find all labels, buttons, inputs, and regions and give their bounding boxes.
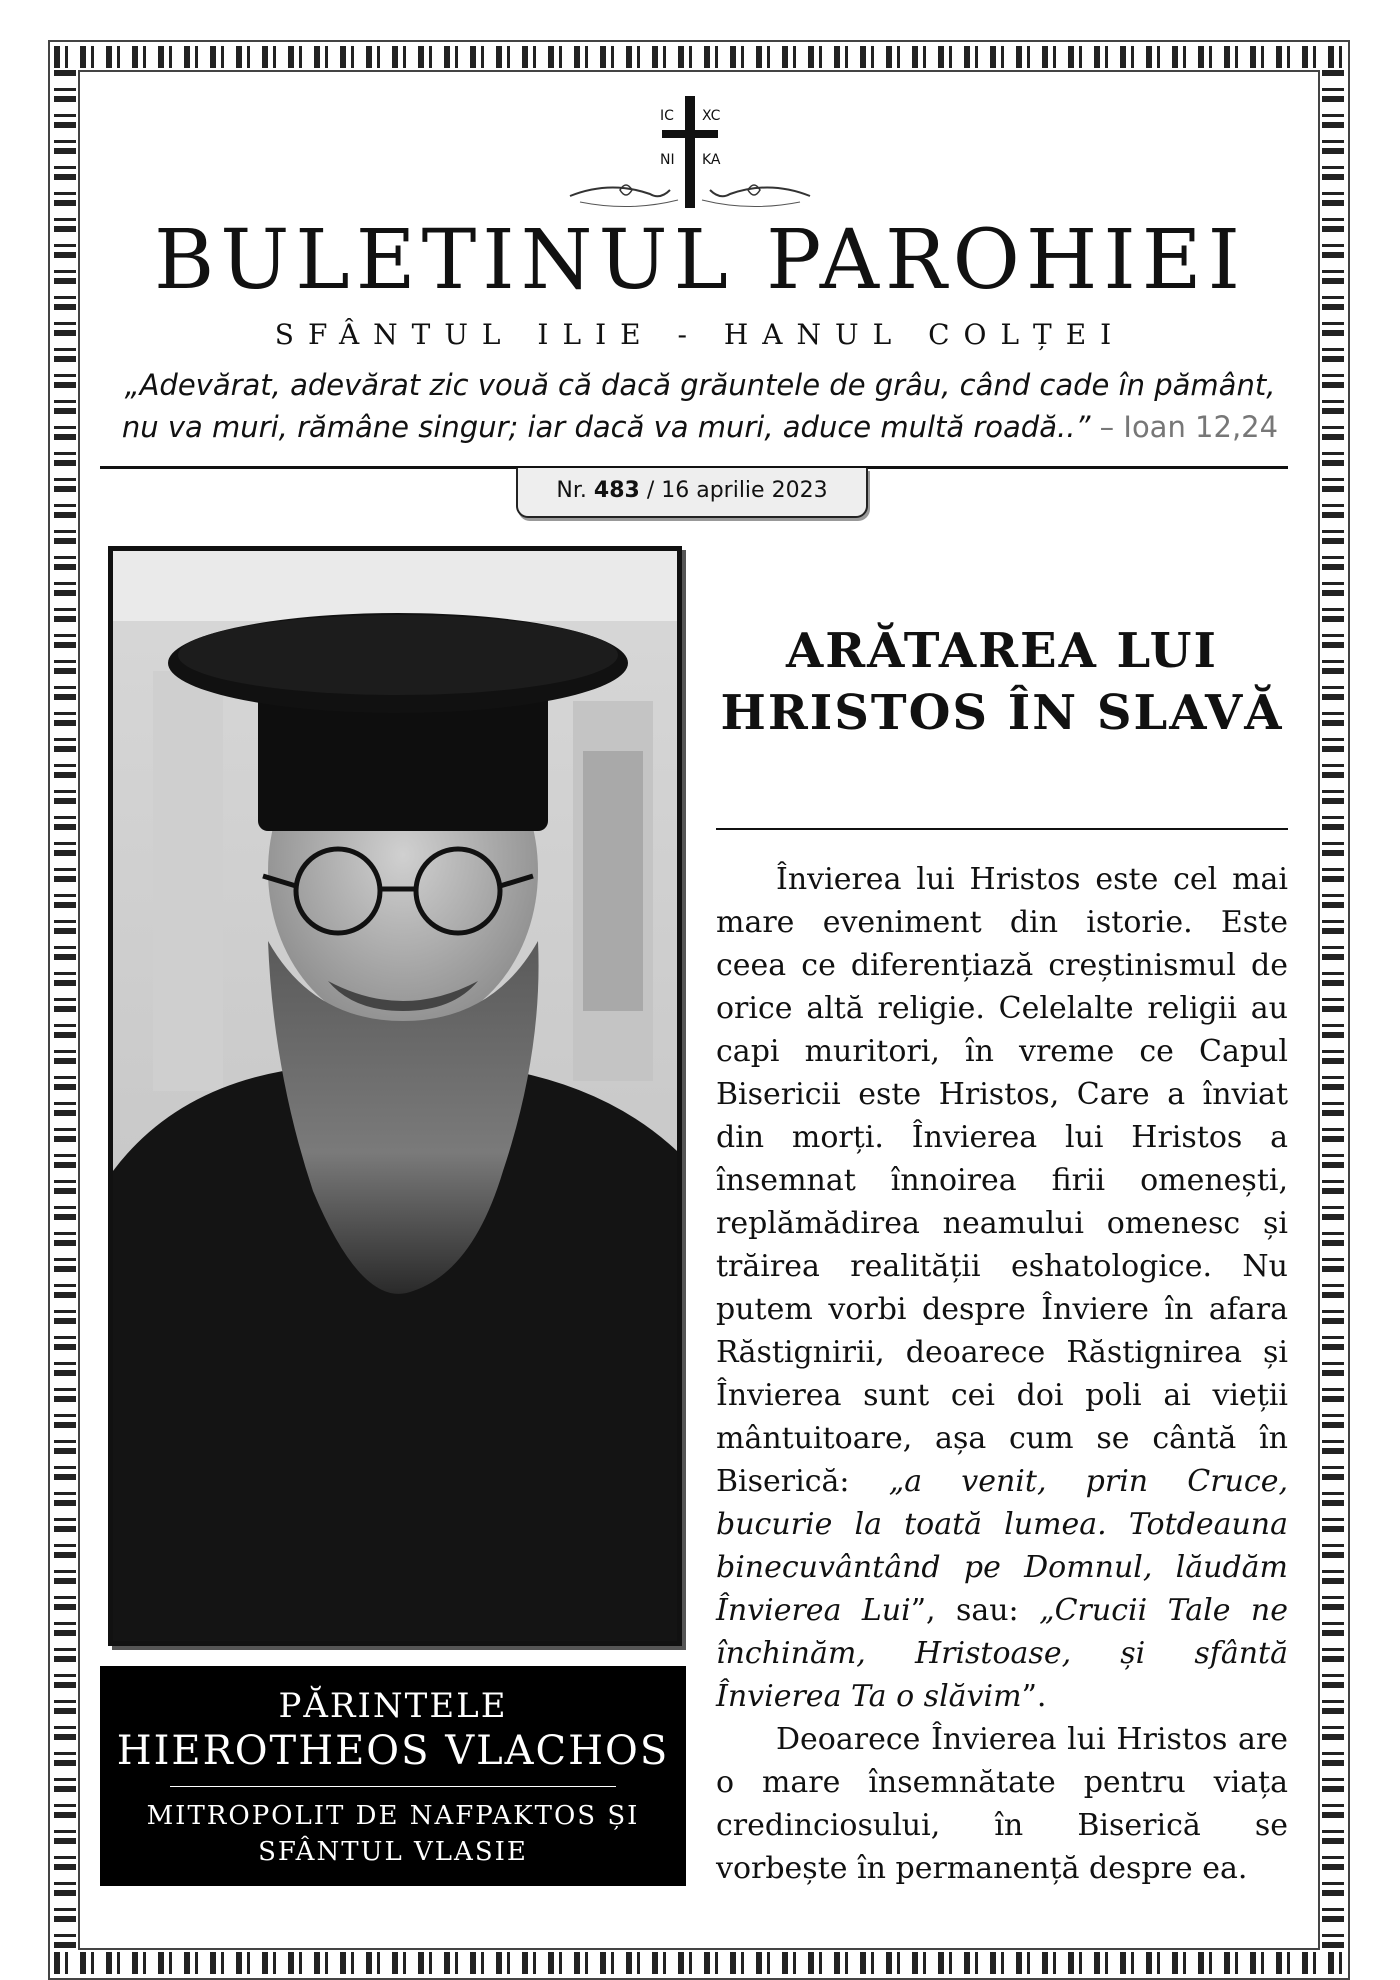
article-paragraph: Deoarece Învierea lui Hristos are o mare însemnătate pentru viața credinciosului, în Biserică se vorbește în permanență despre ea. [716,1722,1288,1886]
portrait-photo [108,546,682,1646]
issue-date: / 16 aprilie 2023 [646,478,828,503]
paragraph-quote: „Crucii Tale ne închinăm, Hristoase, și sfântă Învierea Ta o slăvim [716,1593,1288,1714]
caption-name: HIEROTHEOS VLACHOS [116,1728,670,1774]
article-divider [716,828,1288,830]
paragraph-text: ”. [1021,1679,1047,1714]
issue-tab [516,468,868,518]
portrait-illustration [113,551,677,1641]
caption-title [100,1798,686,1870]
article-title-line2: HRISTOS ÎN SLAVĂ [720,685,1284,741]
article-title-line1: ARĂTAREA LUI [786,623,1218,679]
article-body [716,858,1288,1890]
flourish-ornament-icon [560,160,820,220]
caption-divider [170,1786,615,1787]
parish-name: SFÂNTUL ILIE - HANUL COLȚEI [274,318,1126,351]
caption-title-line2: SFÂNTUL VLASIE [258,1837,528,1867]
quote-text: „Adevărat, adevărat zic vouă că dacă grăuntele de grâu, când cade în pământ, nu va muri, rămâne singur; iar dacă va muri, aduce multă roadă..” [121,368,1276,444]
paragraph-text: Învierea lui Hristos este cel mai mare eveniment din istorie. Este ceea ce diferențiază creștinismul de orice altă religie. Celelalte religii au capi muritori, în vreme ce Capul Bisericii este Hristos, Care a înviat din morți. Învierea lui Hristos a însemnat înnoirea firii omenești, replămădirea neamului omenesc și trăirea realității eshatologice. Nu putem vorbi despre Înviere în afara Răstignirii, deoarece Răstignirea și Învierea sunt cei doi poli ai vieții mântuitoare, așa cum se cântă în Biserică: [716,862,1288,1499]
paragraph-text: ”, sau: [910,1593,1040,1628]
caption-honorific: PĂRINTELE [278,1686,508,1726]
cross-letters-tr: XC [702,108,721,124]
article-paragraph [716,858,1288,1718]
caption-title-line1: MITROPOLIT DE NAFPAKTOS ȘI [146,1801,640,1831]
quote-reference: – Ioan 12,24 [1099,410,1279,444]
issue-prefix: Nr. [556,478,587,503]
newsletter-title: BULETINUL PAROHIEI [153,213,1247,308]
issue-number: 483 [593,478,640,503]
scripture-quote [110,364,1290,448]
article-title [716,620,1288,744]
cross-letters-tl: IC [660,108,674,124]
paragraph-quote: „a venit, prin Cruce, bucurie la toată lumea. Totdeauna binecuvântând pe Domnul, lăudăm Învierea Lui [716,1464,1288,1628]
photo-caption [100,1666,686,1886]
cross-letters-bl: NI [660,152,675,168]
cross-letters-br: KA [702,152,721,168]
